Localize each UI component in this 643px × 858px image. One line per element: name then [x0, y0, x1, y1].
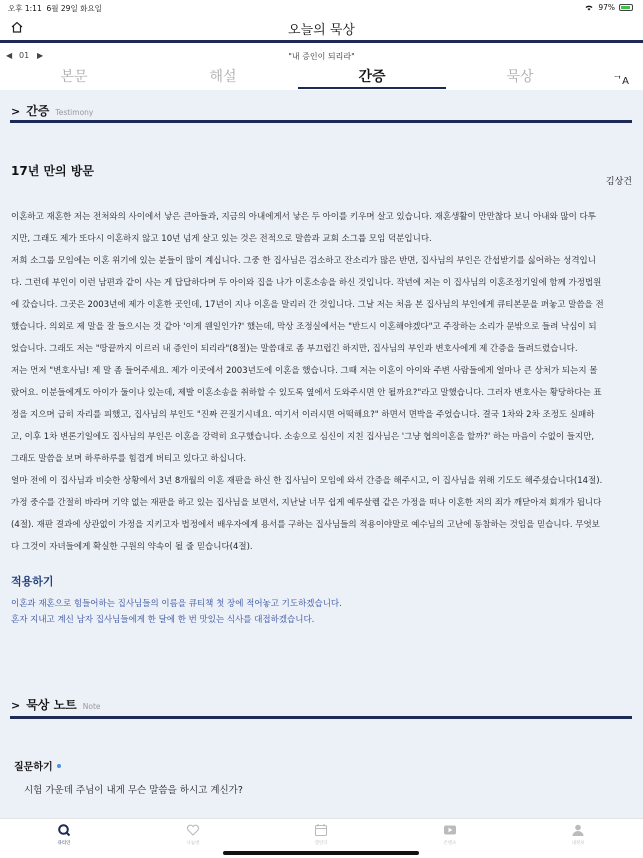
nav-profile[interactable]: 내정보 — [548, 823, 608, 846]
question-text: 시험 가운데 주님이 내게 무슨 말씀을 하시고 계신가? — [24, 785, 243, 796]
calendar-icon — [314, 823, 328, 837]
apply-heading: 적용하기 — [11, 575, 54, 588]
day-quote: "내 증인이 되리라" — [288, 52, 355, 61]
apply-item: 혼자 지내고 계신 남자 집사님들에게 한 달에 한 번 맛있는 식사를 대접하겠습니다. — [11, 615, 315, 625]
battery-percent: 97% — [598, 3, 615, 12]
chevron-right-icon: > — [11, 105, 21, 118]
nav-contents[interactable]: 콘텐츠 — [420, 823, 480, 846]
body-line: 다 그것이 자녀들에게 확실한 구원의 약속이 될 줄 믿습니다(4절). — [11, 542, 253, 552]
tab-meditation[interactable]: 묵상 — [506, 69, 534, 85]
status-bar — [0, 0, 643, 14]
active-tab-indicator — [298, 87, 446, 89]
page-title: 오늘의 묵상 — [288, 23, 355, 38]
status-time: 오후 1:11 6월 29일 화요일 — [8, 4, 102, 13]
story-author: 김상건 — [605, 177, 632, 187]
testimony-body — [11, 206, 633, 558]
top-bar — [0, 14, 643, 40]
tab-commentary[interactable]: 해설 — [209, 69, 237, 85]
body-line: 고, 이후 1차 변론기일에도 집사님의 부인은 이혼을 강력히 요구했습니다. 소송으로 심신이 지친 집사님은 '그냥 협의이혼을 할까?' 하는 마음이 수없이 들지만, — [11, 432, 595, 442]
day-navigator — [0, 51, 643, 63]
body-line: 저는 먼저 "변호사님! 제 말 좀 들어주세요. 제가 이곳에서 2003년도에 이혼을 했습니다. 그때 저는 이혼이 아이와 주변 사람들에게 얼마나 큰 상처가 되는지 몰 — [11, 366, 598, 376]
body-line: 얼마 전에 이 집사님과 비슷한 상황에서 3년 8개월의 이혼 재판을 하신 한 집사님이 모임에 와서 간증을 해주시고, 이 집사님을 위해 기도도 해주셨습니다(14절). — [11, 476, 603, 486]
main-content — [0, 90, 643, 818]
home-indicator — [223, 851, 419, 855]
q-logo-icon — [57, 823, 71, 837]
body-line: 다. 그런데 부인이 이런 남편과 같이 사는 게 답답하다며 두 아이와 집을 나가 이혼소송을 하신 것입니다. 작년에 저는 이 집사님의 이혼조정기일에 함께 가정법원 — [11, 278, 602, 288]
body-line: 했습니다. 의외로 제 말을 잘 들으시는 것 같아 '이게 웬일인가?' 했는데, 막상 조정실에서는 "반드시 이혼해야겠다"고 주장하는 소리가 문밖으로 들려 낙심이 되 — [11, 322, 597, 332]
testimony-divider — [10, 120, 632, 123]
font-size-icon[interactable]: ᄀA — [612, 76, 629, 87]
battery-icon — [619, 4, 633, 11]
body-line: 저희 소그룹 모임에는 이혼 위기에 있는 분들이 많이 계십니다. 그중 한 집사님은 검소하고 잔소리가 많은 반면, 집사님의 부인은 간섭받기를 싫어하는 성격입니 — [11, 256, 596, 266]
dot-icon — [57, 764, 61, 768]
body-line: 가정 중수를 간절히 바라며 기약 없는 재판을 하고 있는 집사님을 보면서, 지난날 너무 쉽게 예루살렘 같은 가정을 떠나 이혼한 저의 죄가 깨닫아져 회개가 됩니다 — [11, 498, 602, 508]
story-title: 17년 만의 방문 — [11, 164, 95, 178]
apply-item: 이혼과 재혼으로 힘들어하는 집사님들의 이름을 큐티책 첫 장에 적어놓고 기도하겠습니다. — [11, 599, 342, 609]
day-number: 01 — [19, 51, 30, 60]
apply-list — [11, 596, 342, 628]
note-section-header[interactable] — [11, 696, 101, 713]
note-divider — [10, 716, 632, 719]
nav-sharing[interactable]: 나눔방 — [163, 823, 223, 846]
testimony-heading-en: Testimony — [55, 108, 94, 117]
tab-testimony[interactable]: 간증 — [358, 69, 386, 85]
body-line: 지만, 그래도 제가 또다시 이혼하지 않고 10년 넘게 살고 있는 것은 전적으로 말씀과 교회 소그룹 모임 덕분입니다. — [11, 234, 432, 244]
tab-bar — [0, 43, 643, 90]
tab-text[interactable]: 본문 — [60, 69, 88, 85]
nav-calendar[interactable]: 캘린더 — [291, 823, 351, 846]
nav-qtin[interactable]: 큐티인 — [34, 823, 94, 846]
note-heading: 묵상 노트 — [26, 698, 77, 712]
body-line: 정을 지으며 급히 자리를 피했고, 집사님의 부인도 "진짜 끈질기시네요. 여기서 이러시면 어떡해요?" 하면서 면박을 주었습니다. 결국 1차와 2차 조정도 실패하 — [11, 410, 595, 420]
next-day-icon[interactable]: ▶ — [37, 51, 44, 60]
testimony-heading: 간증 — [26, 104, 50, 118]
wifi-icon — [584, 4, 594, 11]
body-line: 그래도 말씀을 보며 하루하루를 힘겹게 버티고 있다고 하십니다. — [11, 454, 247, 464]
person-icon — [571, 823, 585, 837]
testimony-section-header[interactable] — [11, 102, 93, 119]
prev-day-icon[interactable]: ◀ — [6, 51, 13, 60]
body-line: 에 갔습니다. 그곳은 2003년에 제가 이혼한 곳인데, 17년이 지나 이혼을 말리러 간 것입니다. 그날 저는 처음 본 집사님의 부인에게 큐티본문을 펴놓고 말씀을 전 — [11, 300, 604, 310]
body-line: 이혼하고 재혼한 저는 전처와의 사이에서 낳은 큰아들과, 지금의 아내에게서 낳은 두 아이를 키우며 살고 있습니다. 재혼생활이 만만찮다 보니 아내와 많이 다투 — [11, 212, 596, 222]
chevron-right-icon: > — [11, 699, 21, 712]
status-right — [584, 3, 633, 12]
question-heading: 질문하기 — [14, 758, 61, 773]
note-heading-en: Note — [82, 702, 101, 711]
body-line: 랐어요. 이분들에게도 아이가 둘이나 있는데, 제발 이혼소송을 취하할 수 있도록 옆에서 도와주시면 안 될까요?"라고 말했습니다. 그러자 변호사는 황당하다는 표 — [11, 388, 602, 398]
play-icon — [443, 823, 457, 837]
body-line: 었습니다. 그래도 저는 "땅끝까지 이르러 내 증인이 되리라"(8절)는 말씀대로 좀 부끄럽긴 하지만, 집사님의 부인과 변호사에게 제 간증을 들려드렸습니다. — [11, 344, 578, 354]
body-line: (4절). 재판 결과에 상관없이 가정을 지키고자 법정에서 배우자에게 용서를 구하는 집사님들의 적용이야말로 예수님의 고난에 동참하는 것임을 믿습니다. 무엇보 — [11, 520, 600, 530]
heart-icon — [186, 823, 200, 837]
